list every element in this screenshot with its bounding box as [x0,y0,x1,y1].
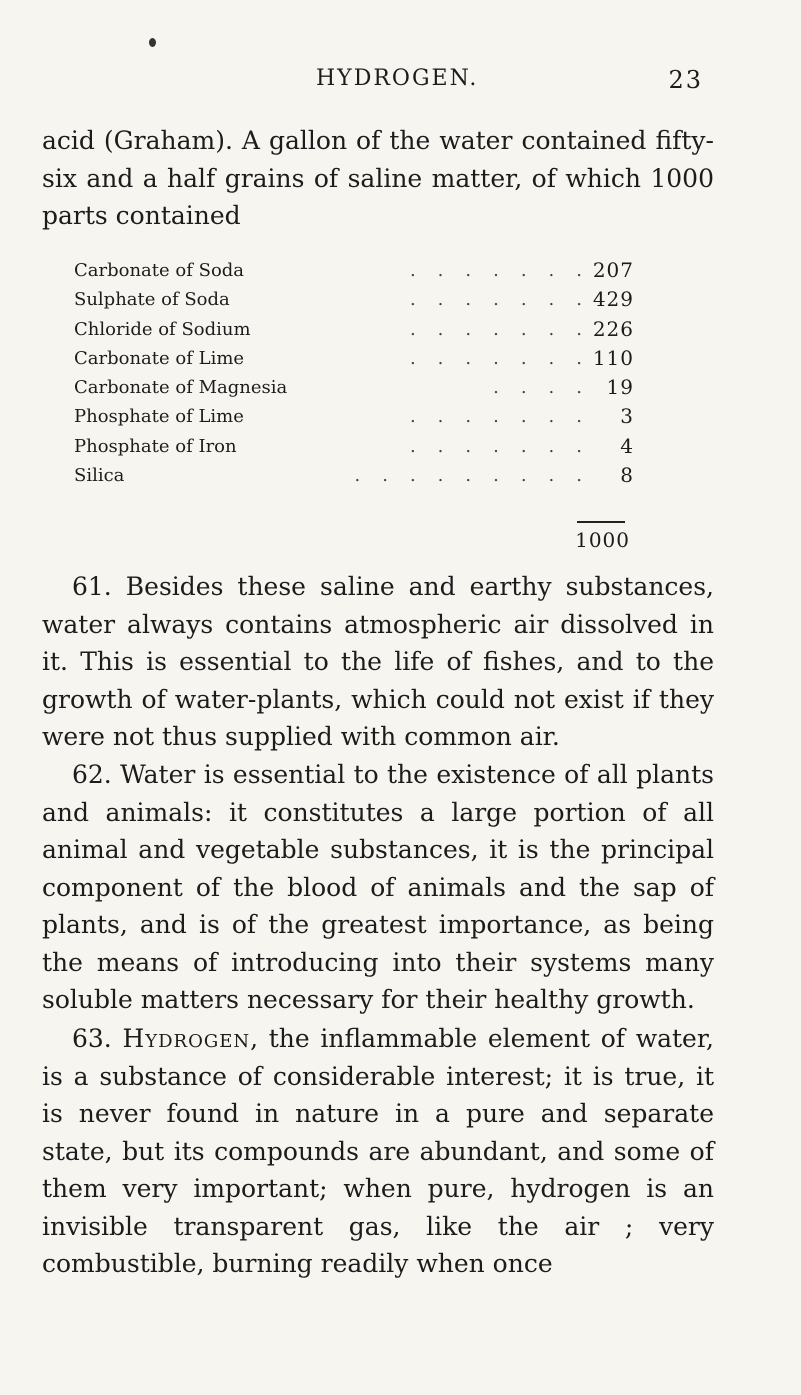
table-total: 1000 [575,528,630,552]
table-row [74,256,634,285]
leader-dots: .... [493,377,604,399]
substance-name: Silica [74,465,125,487]
total-rule [577,521,625,523]
leader-dots: ....... [409,406,604,428]
paragraph-62: 62. Water is essential to the existence of all plants and animals: it constitutes a large portion of all animal and vegetable substances, it is the principal component of the blood of animals and the sap of plants, and is of the greatest importance, as being the means of introducing into their systems many soluble matters necessary for their healthy growth. [42,760,714,1014]
composition-table [74,256,634,490]
term-hydrogen: Hydrogen [122,1024,251,1053]
leader-dots: ....... [409,260,604,281]
leader-dots: ....... [409,347,604,369]
parts-value: 19 [606,375,634,400]
leader-dots: ....... [409,289,604,311]
paragraph-63-text: , the inflammable element of water, is a substance of considerable interest; it is true, it is never found in nature in a pure and separate state, but its compounds are abundant, and some of them very important; when pure, hydrogen is an invisible transparent gas, like the air ; very combustible, burning readily when once [42,1024,714,1278]
table-row [74,315,634,344]
substance-name: Phosphate of Lime [74,406,244,428]
parts-value: 4 [620,433,634,458]
parts-value: 8 [620,463,634,488]
substance-name: Carbonate of Soda [74,260,245,281]
page-header [0,66,801,96]
substance-name: Chloride of Sodium [74,318,251,340]
ink-speck [149,38,156,47]
leader-dots: ....... [409,318,604,340]
table-row [74,461,634,490]
leader-dots: ......... [354,465,604,487]
running-title: HYDROGEN. [316,66,479,91]
parts-value: 226 [592,316,634,341]
table-row [74,432,634,461]
table-row [74,285,634,314]
page-number: 23 [668,66,703,94]
table-row [74,373,634,402]
substance-name: Phosphate of Iron [74,435,237,457]
substance-name: Sulphate of Soda [74,289,230,311]
paragraph-number: 63. [72,1024,112,1053]
parts-value: 207 [592,258,634,282]
intro-paragraph: acid (Graham). A gallon of the water contained fifty-six and a half grains of saline matter, of which 1000 parts contained [42,126,714,230]
parts-value: 3 [620,404,634,429]
paragraph-63 [42,1020,714,1283]
leader-dots: ....... [409,435,604,457]
table-row [74,402,634,431]
paragraph-61: 61. Besides these saline and earthy substances, water always contains atmospheric air dissolved in it. This is essential to the life of fishes, and to the growth of water-plants, which could not exist if they were not thus supplied with common air. [42,572,714,751]
substance-name: Carbonate of Lime [74,347,245,369]
substance-name: Carbonate of Magnesia [74,377,288,399]
parts-value: 429 [592,287,634,312]
parts-value: 110 [592,345,634,370]
table-row [74,344,634,373]
